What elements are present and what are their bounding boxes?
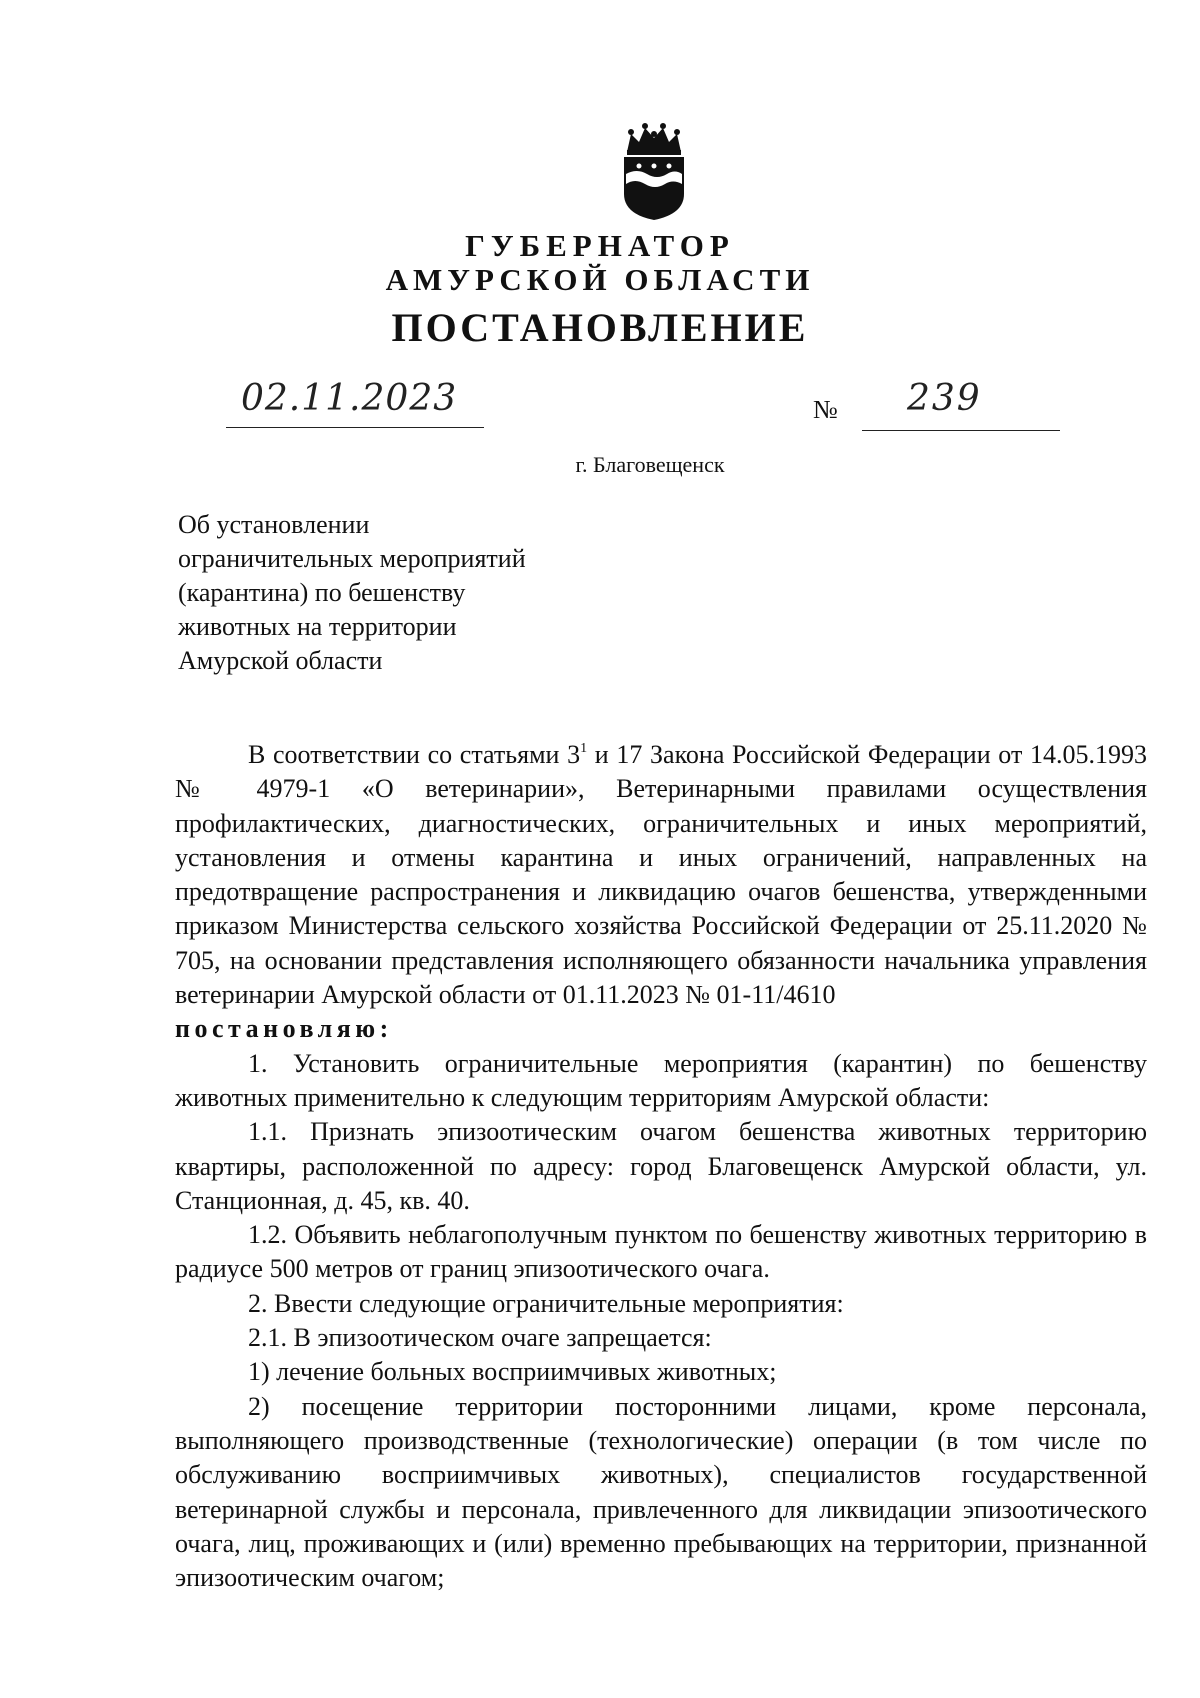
handwritten-number: 239	[907, 378, 982, 419]
clause-1: 1. Установить ограничительные мероприятия (карантин) по бешенству животных применительно к следующим территориям Амурской области:	[175, 1048, 1147, 1112]
resolve-heading: постановляю:	[175, 1014, 393, 1044]
issuer-title: ГУБЕРНАТОР	[465, 228, 735, 263]
subject-line: (карантина) по бешенству	[178, 578, 466, 607]
date-field	[226, 378, 484, 428]
date-underline	[226, 427, 484, 428]
document-subject	[178, 508, 526, 678]
preamble-superscript: 1	[580, 741, 588, 756]
clause-1-1: 1.1. Признать эпизоотическим очагом бешенства животных территорию квартиры, расположенной по адресу: город Благовещенск Амурской области, ул. Станционная, д. 45, кв. 40.	[175, 1117, 1147, 1215]
list-item-1: 1) лечение больных восприимчивых животных;	[248, 1357, 777, 1387]
subject-line: Амурской области	[178, 646, 383, 675]
document-type-title: ПОСТАНОВЛЕНИЕ	[391, 305, 809, 350]
coat-of-arms-emblem	[617, 122, 691, 222]
document-body	[175, 738, 1147, 1595]
city: г. Благовещенск	[575, 452, 725, 477]
issuer-region: АМУРСКОЙ ОБЛАСТИ	[385, 262, 815, 297]
number-field	[862, 378, 1060, 431]
subject-line: животных на территории	[178, 612, 457, 641]
clause-2: 2. Ввести следующие ограничительные мероприятия:	[248, 1288, 844, 1318]
number-underline	[862, 430, 1060, 431]
preamble-paragraph	[175, 738, 1147, 1012]
preamble-text-rest: и 17 Закона Российской Федерации от 14.05.1993 № 4979-1 «О ветеринарии», Ветеринарными правилами осуществления профилактических, диагностических, ограничительных и иных мероприятий, установления и отмены карантина и иных ограничений, направленных на предотвращение распространения и ликвидацию очагов бешенства, утвержденными приказом Министерства сельского хозяйства Российской Федерации от 25.11.2020 № 705, на основании представления исполняющего обязанности начальника управления ветеринарии Амурской области от 01.11.2023 № 01-11/4610	[175, 740, 1147, 1010]
preamble-text-start: В соответствии со статьями 3	[248, 740, 581, 769]
handwritten-date: 02.11.2023	[241, 378, 458, 419]
subject-line: ограничительных мероприятий	[178, 544, 526, 573]
clause-1-2: 1.2. Объявить неблагополучным пунктом по бешенству животных территорию в радиусе 500 метров от границ эпизоотического очага.	[175, 1220, 1147, 1284]
clause-2-1: 2.1. В эпизоотическом очаге запрещается:	[248, 1323, 712, 1353]
subject-line: Об установлении	[178, 510, 370, 539]
number-label: №	[813, 395, 838, 424]
list-item-2: 2) посещение территории посторонними лицами, кроме персонала, выполняющего производственные (технологические) операции (в том числе по обслуживанию восприимчивых животных), специалистов государственной ветеринарной службы и персонала, привлеченного для ликвидации эпизоотического очага, лиц, проживающих и (или) временно пребывающих на территории, признанной эпизоотическим очагом;	[175, 1391, 1147, 1593]
